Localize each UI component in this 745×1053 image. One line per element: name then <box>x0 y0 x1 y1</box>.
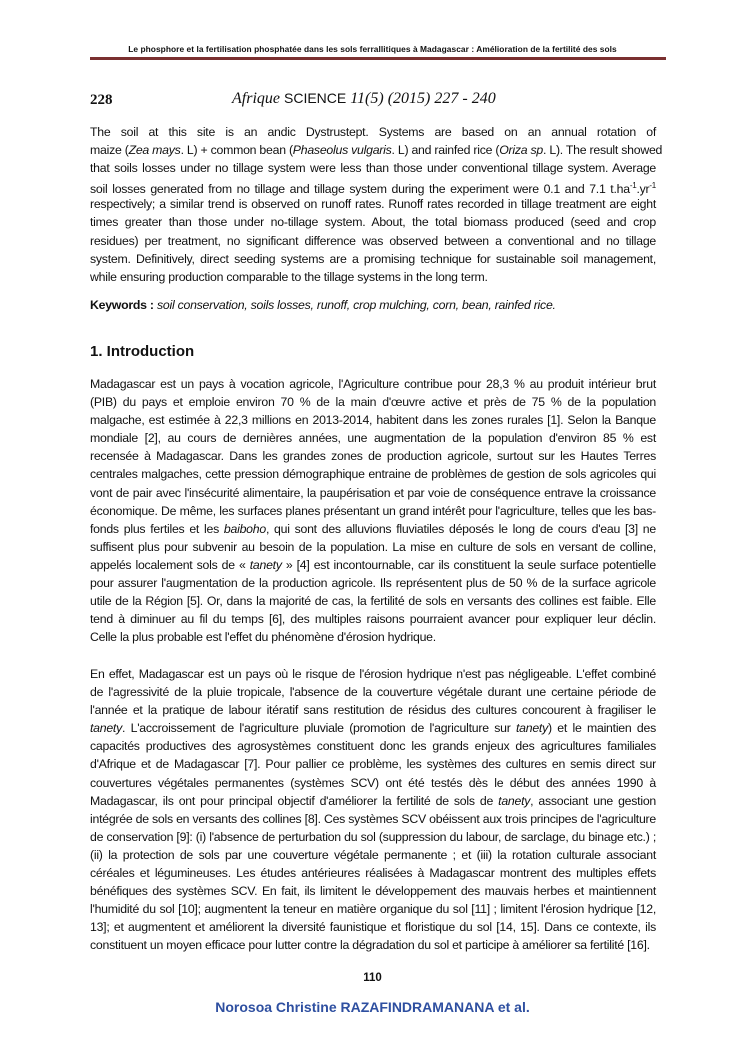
footer-page-number: 110 <box>363 972 382 984</box>
section-heading: 1. Introduction <box>90 343 195 360</box>
text-line: vont de pair avec l'insécurité alimentaire, la paupérisation et par voie de conséquence entrave la croissance <box>90 485 656 500</box>
keywords <box>90 298 556 312</box>
text-line: d'Afrique et de Madagascar [7]. Pour pallier ce problème, les systèmes des cultures en semis direct sur <box>90 757 656 772</box>
text-line: utile de la Région [5]. Or, dans la majorité de cas, la fertilité de sols en versants des collines est faible. Elle <box>90 594 656 609</box>
text-line: fonds plus fertiles et les baiboho, qui sont des alluvions fluviatiles déposés le long de cours d'eau [3] ne <box>90 521 656 536</box>
text-line: de conservation [9]: (i) l'absence de perturbation du sol (suppression du labour, de sarclage, du binage etc.) ; <box>90 829 656 844</box>
text-line: Madagascar, ils ont pour principal objectif d'améliorer la fertilité de sols de tanety, associant une gestion <box>90 793 656 808</box>
text-line: Celle la plus probable est l'effet du phénomène d'érosion hydrique. <box>90 630 436 645</box>
intro-paragraph-2 <box>90 665 656 955</box>
text-line: Madagascar est un pays à vocation agricole, l'Agriculture contribue pour 28,3 % au produit intérieur brut <box>90 377 656 391</box>
text-line: residues) per treatment, no significant difference was observed between a conventional and no tillage <box>90 233 656 248</box>
text-line: pour assurer l'augmentation de la production agricole. Ils représentent plus de 50 % de la surface agricole <box>90 576 656 591</box>
text-line: soil losses generated from no tillage and tillage system during the experiment were 0.1 and 7.1 $t.ha^{-1}.yr^{-1}$ <box>90 181 656 197</box>
text-line: while ensuring production comparable to the tillage systems in the long term. <box>90 269 488 284</box>
text-line: tend à diminuer au fil du temps [6], des multiples raisons pourraient avancer pour expliquer leur déclin. <box>90 612 656 627</box>
text-line: The soil at this site is an andic Dystrustept. Systems are based on an annual rotation of <box>90 125 656 139</box>
journal-science: SCIENCE <box>284 90 347 106</box>
text-line: céréales et légumineuses. Les études antérieures réalisées à Madagascar montrent des multiples effets <box>90 866 656 881</box>
header-rule <box>90 57 666 60</box>
text-line: (PIB) du pays et emploie environ 70 % de la main d'œuvre active et près de 75 % de la population <box>90 395 656 410</box>
text-line: appelés localement sols de « tanety » [4] est incontournable, car ils constituent la seule surface potentielle <box>90 557 656 572</box>
text-line: tanety. L'accroissement de l'agriculture pluviale (promotion de l'agriculture sur tanety) et le maintien des <box>90 721 656 736</box>
page-number: 228 <box>90 92 113 108</box>
keywords-value: soil conservation, soils losses, runoff, crop mulching, corn, bean, rainfed rice. <box>156 298 556 312</box>
text-line: l'année et la pratique de labour itératif sans restitution de résidus des cultures concourent à fragiliser le <box>90 703 656 718</box>
text-line: centrales malgaches, cette pression démographique entraine de problèmes de gestion de sols agricoles qui <box>90 467 656 482</box>
text-line: constituent un moyen efficace pour lutter contre la dégradation du sol et participe à améliorer sa fertilité [16]. <box>90 938 650 953</box>
text-line: mondiale [2], au cours de dernières années, une augmentation de la population d'environ 85 % est <box>90 431 656 446</box>
text-line: l'humidité du sol [10]; augmentent la teneur en matière organique du sol [11] ; limitent l'érosion hydrique [12, <box>90 902 656 917</box>
text-line: couvertures végétales permanentes (systèmes SCV) ont été testés dès le début des années 1990 à <box>90 775 656 790</box>
text-line: de l'agressivité de la pluie tropicale, l'absence de la couverture végétale durant une certaine période de <box>90 685 656 700</box>
text-line: (ii) la protection de sols par une couverture végétale permanente ; et (iii) la rotation culturale associant <box>90 847 656 862</box>
text-line: times greater than those under no-tillage system. About, the total biomass produced (seed and crop <box>90 215 656 230</box>
journal-issue: 11(5) (2015) 227 - 240 <box>350 90 496 107</box>
text-line: intégrée de sols en versants des collines [8]. Ces systèmes SCV obéissent aux trois principes de l'agriculture <box>90 811 656 826</box>
text-line: capacités productives des agrosystèmes constituent donc les grands enjeux des agricultures familiales <box>90 739 656 754</box>
text-line: suffisent plus pour subvenir au besoin de la population. La mise en culture de sols en versant de colline, <box>90 539 656 554</box>
text-line: system. Definitively, direct seeding systems are a promising technique for sustainable soil management, <box>90 251 656 266</box>
text-line: 13]; et augmentent et améliorent la diversité faunistique et floristique du sol [14, 15]. Dans ce contexte, ils <box>90 920 656 935</box>
intro-paragraph-1 <box>90 375 656 646</box>
keywords-label: Keywords : <box>90 298 154 312</box>
text-line: bénéfiques des systèmes SCV. En fait, ils limitent le développement des mauvais herbes et maintiennent <box>90 884 656 899</box>
text-line: En effet, Madagascar est un pays où le risque de l'érosion hydrique n'est pas négligeable. L'effet combiné <box>90 667 656 681</box>
text-line: malgache, est estimée à 22,3 millions en 2013-2014, habitent dans les zones rurales [1]. Selon la Banque <box>90 413 656 428</box>
text-line: maize (Zea mays. L) + common bean (Phaseolus vulgaris. L) and rainfed rice (Oriza sp. L). The result showed <box>90 143 663 158</box>
text-line: that soils losses under no tillage system were less than those under conventional tillage system. Average <box>90 161 656 176</box>
text-line: recensée à Madagascar. Dans les grandes zones de production agricole, surtout sur les Hautes Terres <box>90 449 656 464</box>
text-line: économique. De même, les surfaces planes présentant un grand intérêt pour l'agriculture, telles que les bas- <box>90 503 656 518</box>
text-line: respectively; a similar trend is observed on runoff rates. Runoff rates recorded in tillage treatment are eight <box>90 197 656 212</box>
running-head: Le phosphore et la fertilisation phosphatée dans les sols ferrallitiques à Madagascar : Amélioration de la fertilité des sols <box>128 44 617 54</box>
journal-afrique: Afrique <box>232 90 280 107</box>
journal-citation <box>232 90 496 108</box>
abstract-paragraph <box>90 123 663 286</box>
author-line: Norosoa Christine RAZAFINDRAMANANA et al. <box>215 999 530 1015</box>
